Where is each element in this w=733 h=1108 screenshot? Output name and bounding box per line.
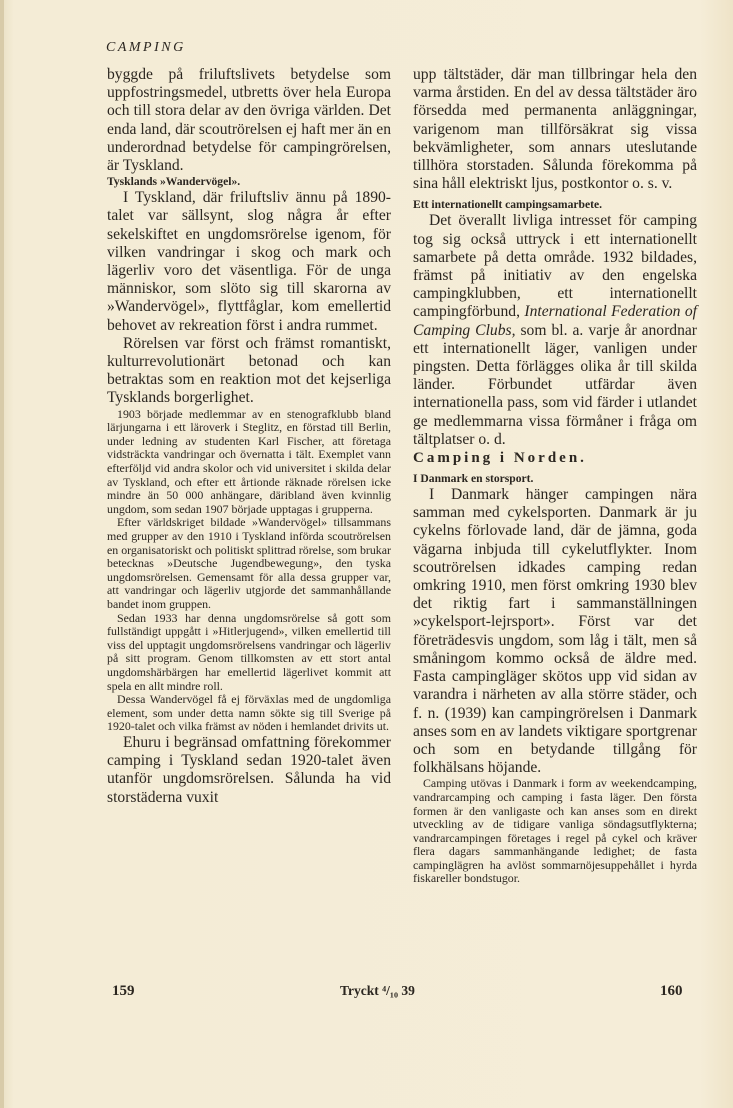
left-column	[107, 66, 391, 807]
paragraph: Ehuru i begränsad omfattning förekommer camping i Tyskland sedan 1920-talet även utanför ungdomsrörelsen. Sålunda ha vid storstäderna vuxit	[107, 733, 391, 806]
running-head: CAMPING	[106, 40, 186, 55]
section-title: Camping i Norden.	[413, 450, 587, 467]
subheading: I Danmark en storsport.	[413, 472, 534, 486]
subheading: Ett internationellt campingsamarbete.	[413, 198, 603, 212]
page-edge	[0, 0, 4, 1108]
paragraph: Rörelsen var först och främst romantiskt, kulturrevolutionärt betonad och kan betraktas som en reaktion mot det kejserliga Tysklands borgerlighet.	[107, 334, 391, 407]
paragraph: I Danmark hänger campingen nära samman med cykelsporten. Danmark är ju cykelns förlovade land, där de jämna, goda vägarna inbjuda till cykelutflykter. Inom scoutrörelsen idkades camping redan omkring 1910, men först omkring 1930 blev det riktig fart i sammanställningen »cykelsport-lejrsport». Först var det företrädesvis ungdom, som låg i tält, men så småningom kommo också de äldre med. Fasta campingläger skötos upp vid sidan av varandra i närheten av alla större städer, och f. n. (1939) kan campingrörelsen i Danmark anses som en av landets viktigare sportgrenar och som en betydande tillgång för folkhälsans höjande.	[413, 486, 697, 777]
paragraph: byggde på friluftslivets betydelse som uppfostringsmedel, utbretts över hela Europa och till stora delar av den övriga världen. Det enda land, där scoutrörelsen ej haft mer än en underordnad betydelse för campingrörelsen, är Tyskland.	[107, 66, 391, 175]
paragraph: upp tältstäder, där man tillbringar hela den varma årstiden. En del av dessa tältstäder äro försedda med permanenta anläggningar, varigenom man tillförsäkrat sig vissa bekvämligheter, som annars uteslutande tillhöra storstaden. Sålunda förekomma på sina håll elektriskt ljus, postkontor o. s. v.	[413, 66, 697, 193]
subheading: Tysklands »Wandervögel».	[107, 175, 241, 189]
small-paragraph: Camping utövas i Danmark i form av weekendcamping, vandrarcamping och camping i fasta läger. Den första formen är den vanligaste och kan anses som en direkt utveckling av de tidigare vanliga söndagsutflykterna; vandrarcampingen företages i regel på cykel och kräver flera dagars sammanhängande ledighet; de fasta campinglägren ha avlöst sommarnöjesuppehållet i hyrda fiskareller bondstugor.	[413, 776, 697, 886]
paragraph-text: Det överallt livliga intresset för camping tog sig också uttryck i ett internationellt samarbete på detta område. 1932 bildades, främst på initiativ av den engelska campingklubben, ett internationellt campingförbund,	[413, 212, 697, 321]
right-column	[413, 66, 697, 886]
federation-name: International Federation of Camping Clubs,	[413, 303, 697, 339]
small-paragraph: Sedan 1933 har denna ungdomsrörelse så gott som fullständigt uppgått i »Hitlerjugend», vilken emellertid till viss del upptagit ungdomsrörelsens vandringar och lägerliv på sitt program. Genom tillkomsten av ett stort antal ungdomshärbärgen har emellertid lägerlivet kommit att spela en allt mindre roll.	[107, 610, 391, 693]
small-paragraph: Efter världskriget bildade »Wandervögel» tillsammans med grupper av den 1910 i Tyskland införda scoutrörelsen en organisatoriskt och politiskt splittrad rörelse, som brukar betecknas »Deutsche Jugendbewegung», den tyska ungdomsrörelsen. Gemensamt för alla dessa grupper var, att vandringar och lägerliv utgjorde det sammanhållande bandet inom gruppen.	[107, 515, 391, 611]
print-mark: Tryckt ⁴/₁₀ 39	[340, 983, 415, 998]
small-paragraph: Dessa Wandervögel få ej förväxlas med de ungdomliga element, som under detta namn sökte sig till Sverige på 1920-talet och vilka främst av nöden i hemlandet drivits ut.	[107, 692, 391, 734]
page-number-left: 159	[112, 983, 135, 999]
paragraph: I Tyskland, där friluftsliv ännu på 1890-talet var sällsynt, slog några år efter sekelskiftet en ungdomsrörelse igenom, för vilken vandringar i skog och mark och lägerliv voro det väsentliga. För de unga människor, som slöto sig till skarorna av »Wandervögel», flyttfåglar, kom emellertid behovet av rekreation först i andra rummet.	[107, 189, 391, 334]
paragraph-text: som bl. a. varje år anordnar ett internationellt läger, vanligen under pingsten. Detta förlägges olika år till skilda länder. Förbundet utfärdar även internationella pass, som vid färder i utlandet ge medlemmarna vissa förmåner i fråga om tältplatser o. d.	[413, 321, 698, 448]
page-number-right: 160	[660, 983, 683, 999]
small-paragraph: 1903 började medlemmar av en stenografklubb bland lärjungarna i ett läroverk i Steglitz, en förstad till Berlin, under ledning av studenten Karl Fischer, att företaga vidsträckta vandringar och övernatta i tält. Exemplet vann efterföljd vid andra skolor och vid universitet i skilda delar av Tyskland, och efter ett årtionde räknade rörelsen icke mindre än 50 000 anhängare, däribland även kvinnlig ungdom, som sedan 1907 började upptagas i grupperna.	[107, 406, 391, 516]
paragraph	[413, 212, 697, 449]
